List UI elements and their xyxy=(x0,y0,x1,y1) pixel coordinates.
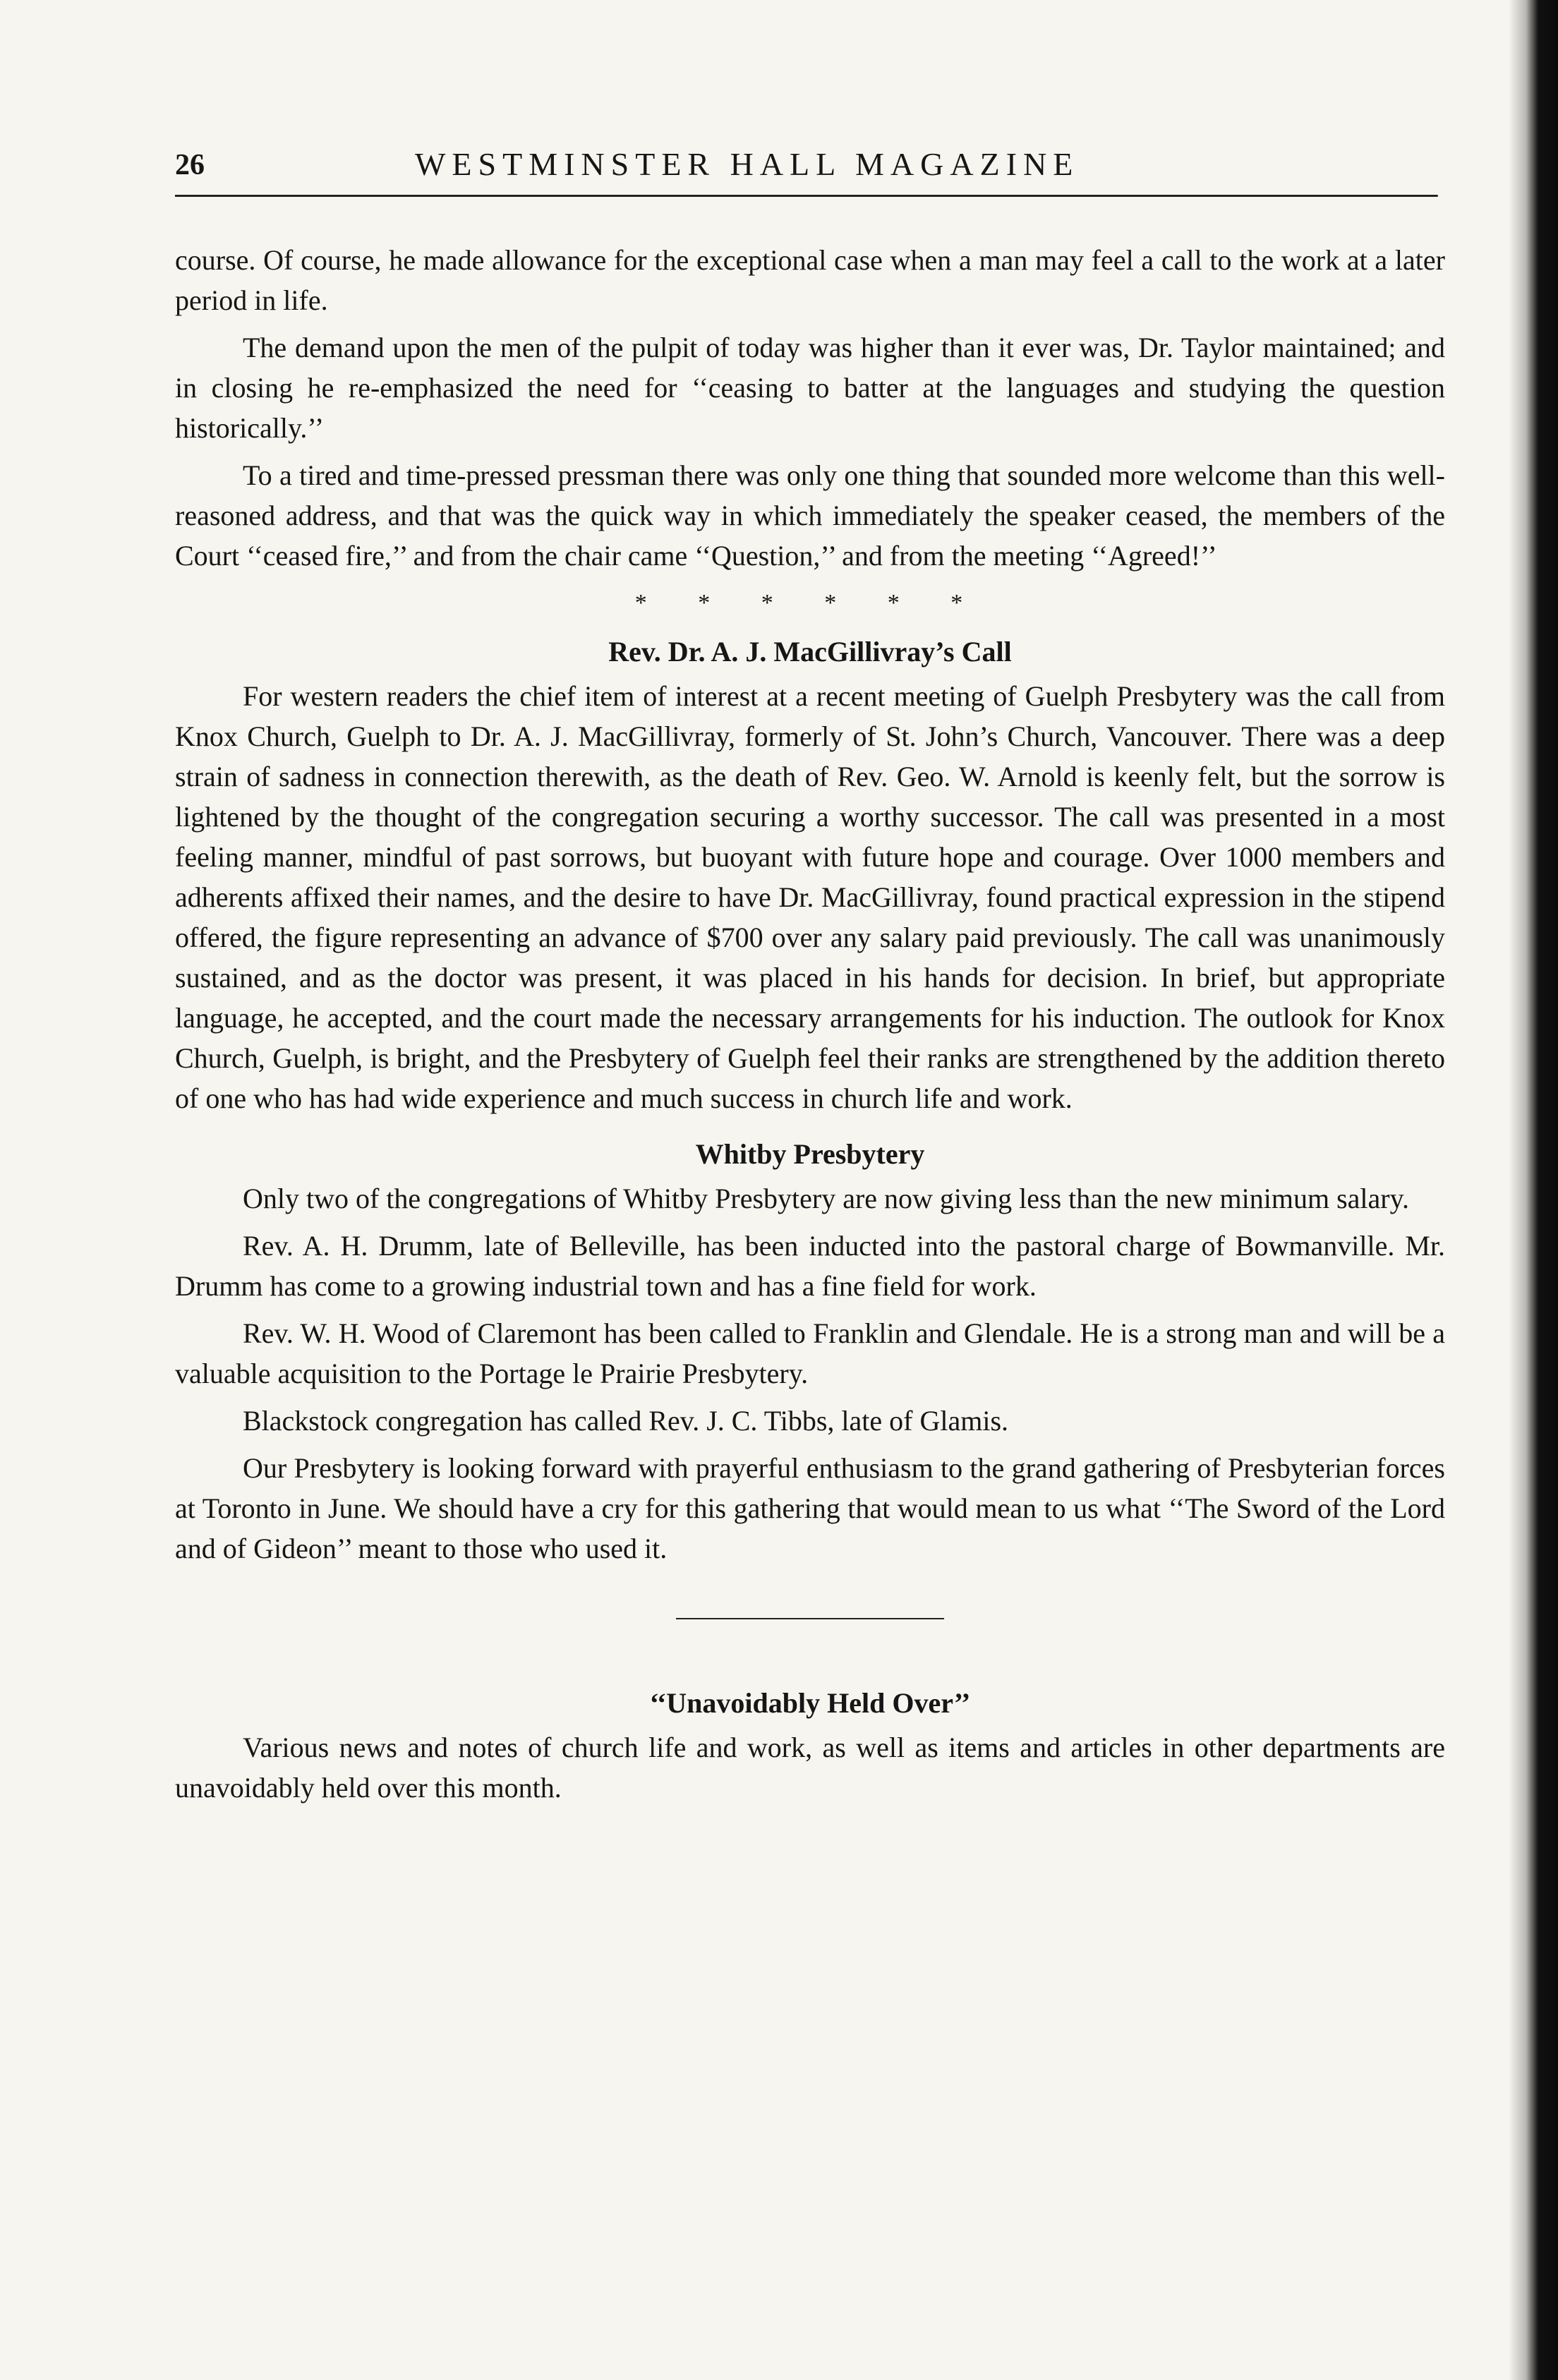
paragraph: Rev. A. H. Drumm, late of Belleville, has been inducted into the pastoral charge of Bowmanville. Mr. Drumm has come to a growing industrial town and has a fine field for work. xyxy=(175,1230,1445,1302)
header-rule xyxy=(175,195,1438,197)
paragraph: Rev. W. H. Wood of Claremont has been called to Franklin and Glendale. He is a strong man and will be a valuable acquisition to the Portage le Prairie Presbytery. xyxy=(175,1317,1445,1389)
paragraph: The demand upon the men of the pulpit of today was higher than it ever was, Dr. Taylor maintained; and in closing he re-emphasized the need for ‘‘ceasing to batter at the languages and studying the question historically.’’ xyxy=(175,332,1445,444)
section-divider xyxy=(676,1618,944,1619)
heading-held-over: ‘‘Unavoidably Held Over’’ xyxy=(649,1687,971,1719)
heading-whitby-presbytery: Whitby Presbytery xyxy=(695,1138,925,1170)
paragraph: Various news and notes of church life and work, as well as items and articles in other departments are unavoidably held over this month. xyxy=(175,1732,1445,1804)
paragraph: To a tired and time-pressed pressman there was only one thing that sounded more welcome than this well-reasoned address, and that was the quick way in which immediately the speaker ceased, the members of the Court ‘‘ceased fire,’’ and from the chair came ‘‘Question,’’ and from the meeting ‘‘Agreed!’’ xyxy=(175,459,1445,572)
paragraph: Blackstock congregation has called Rev. J. C. Tibbs, late of Glamis. xyxy=(243,1405,1009,1437)
page-number: 26 xyxy=(175,149,205,181)
paragraph: course. Of course, he made allowance for the exceptional case when a man may feel a call to the work at a later period in life. xyxy=(175,244,1445,316)
running-title: WESTMINSTER HALL MAGAZINE xyxy=(415,146,1080,182)
paragraph: Only two of the congregations of Whitby Presbytery are now giving less than the new minimum salary. xyxy=(243,1183,1410,1214)
binding-shadow xyxy=(1509,0,1558,2380)
page-header xyxy=(175,141,1445,205)
paragraph: Our Presbytery is looking forward with prayerful enthusiasm to the grand gathering of Presbyterian forces at Toronto in June. We should have a cry for this gathering that would mean to us what ‘‘The Sword of the Lord and of Gideon’’ meant to those who used it. xyxy=(175,1452,1445,1564)
heading-macgillivray-call: Rev. Dr. A. J. MacGillivray’s Call xyxy=(608,636,1012,668)
article-body xyxy=(175,240,1445,1815)
paragraph: For western readers the chief item of interest at a recent meeting of Guelph Presbytery was the call from Knox Church, Guelph to Dr. A. J. MacGillivray, formerly of St. John’s Church, Vancouver. There was a deep strain of sadness in connection therewith, as the death of Rev. Geo. W. Arnold is keenly felt, but the sorrow is lightened by the thought of the congregation securing a worthy successor. The call was presented in a most feeling manner, mindful of past sorrows, but buoyant with future hope and courage. Over 1000 members and adherents affixed their names, and the desire to have Dr. MacGillivray, found practical expression in the stipend offered, the figure representing an advance of $700 over any salary paid previously. The call was unanimously sustained, and as the doctor was present, it was placed in his hands for decision. In brief, but appropriate language, he accepted, and the court made the necessary arrangements for his induction. The outlook for Knox Church, Guelph, is bright, and the Presbytery of Guelph feel their ranks are strengthened by the addition thereto of one who has had wide experience and much success in church life and work. xyxy=(175,680,1445,1114)
separator-stars: * * * * * * xyxy=(634,590,986,616)
